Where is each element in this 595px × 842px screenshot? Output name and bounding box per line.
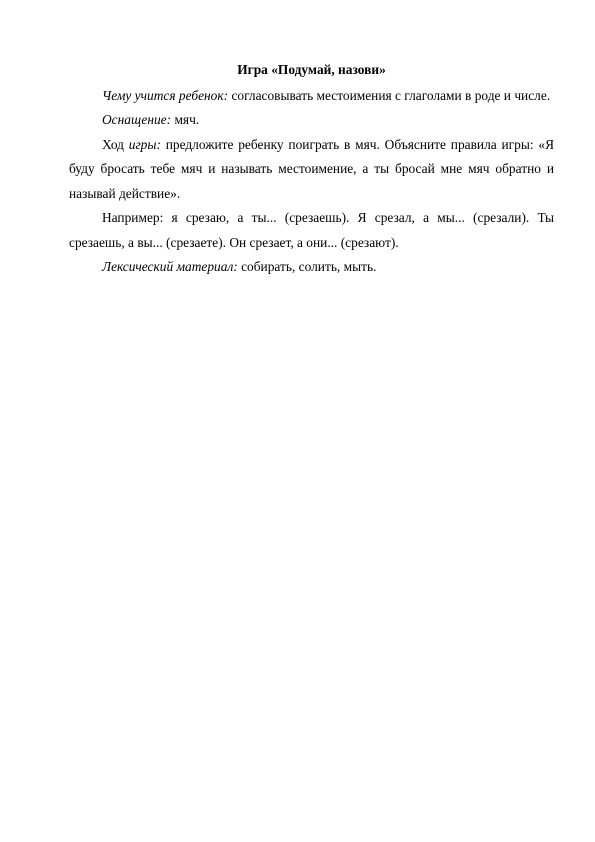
example-paragraph [69,206,554,255]
equipment-label: Оснащение: [102,112,172,127]
vocabulary-text: собирать, солить, мыть. [237,259,377,274]
vocabulary-paragraph [69,255,554,280]
procedure-lead: Ход [102,136,129,152]
vocabulary-label: Лексический материал: [102,259,238,274]
procedure-paragraph [69,133,554,207]
procedure-text: предложите ребенку поиграть в мяч. Объясните правила игры: «Я буду бросать тебе мяч и называть местоимение, а ты бросай мне мяч обратно и называй действие». [69,136,555,201]
document-title: Игра «Подумай, назови» [237,62,386,77]
example-text: Например: я срезаю, а ты... (срезаешь). Я срезал, а мы... (срезали). Ты срезаешь, а вы... (срезаете). Он срезает, а они... (срезают). [69,210,554,250]
goal-label: Чему учится ребенок: [102,87,229,103]
goal-text: согласовывать местоимения с глаголами в роде и числе. [228,87,551,103]
document-body [69,58,554,280]
procedure-label: игры: [128,136,161,152]
goal-paragraph [69,84,554,109]
equipment-paragraph [69,108,554,133]
equipment-text: мяч. [171,112,200,127]
